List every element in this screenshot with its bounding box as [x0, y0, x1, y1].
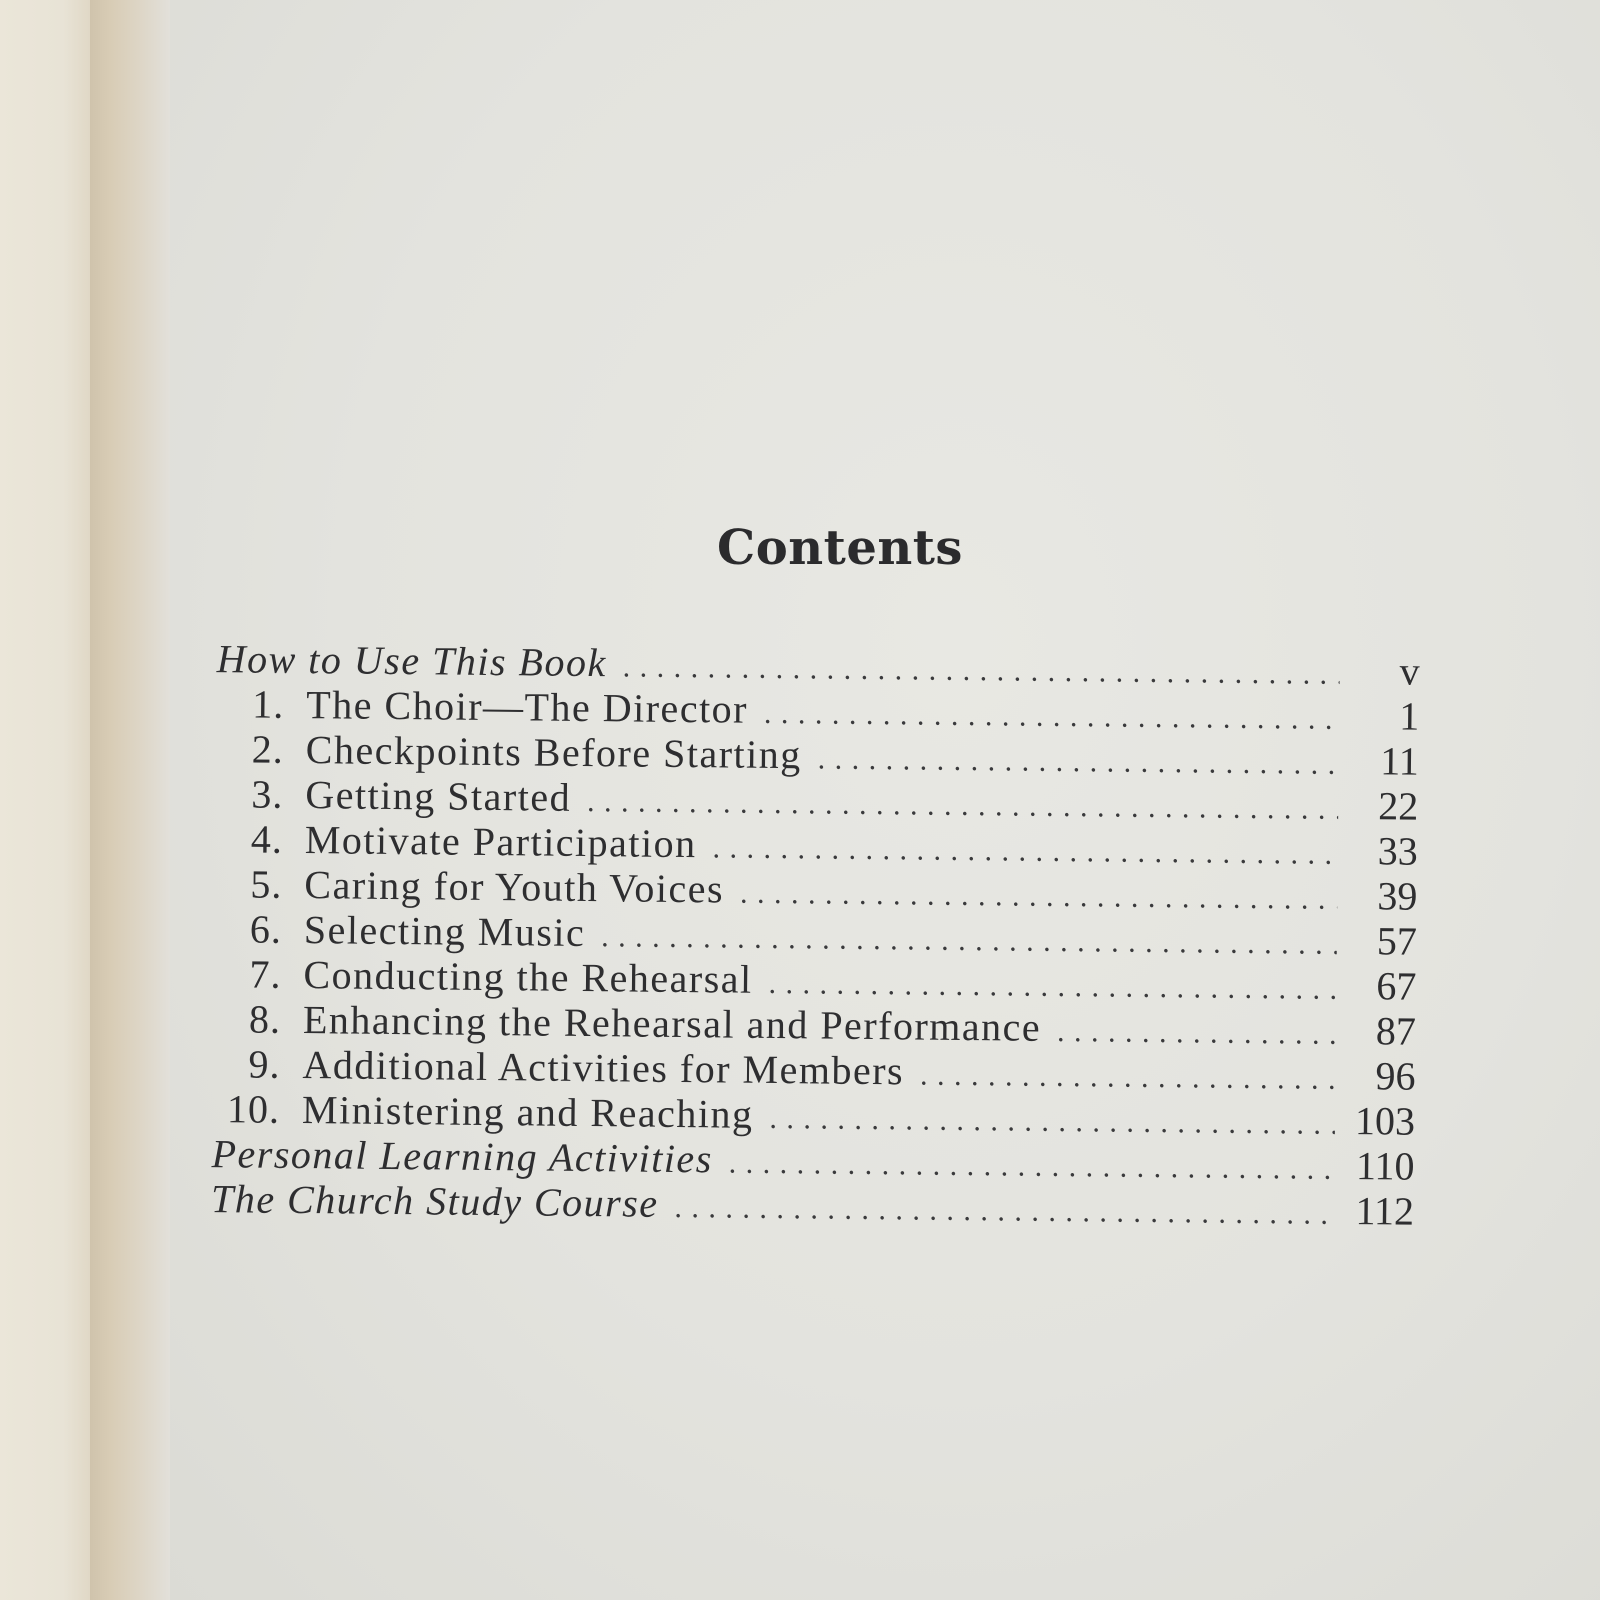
- toc-entry-page: 110: [1355, 1143, 1415, 1189]
- toc-entry-number: 7.: [249, 951, 282, 997]
- toc-entry-title: Personal Learning Activities: [211, 1131, 714, 1182]
- toc-entry-title: Checkpoints Before Starting: [305, 727, 802, 778]
- toc-entry-title: How to Use This Book: [216, 636, 607, 686]
- toc-entry-title: Enhancing the Rehearsal and Performance: [302, 997, 1042, 1050]
- toc-entry-page: 39: [1377, 873, 1418, 919]
- toc-dot-leader: [674, 1185, 1334, 1237]
- book-gutter: [90, 0, 170, 1600]
- toc-entry-number: 5.: [250, 861, 283, 907]
- toc-entry-page: 112: [1355, 1188, 1415, 1234]
- toc-dot-leader: [764, 691, 1340, 742]
- toc-entry-title: The Choir—The Director: [306, 682, 749, 732]
- toc-entry-page: 11: [1380, 738, 1419, 784]
- toc-entry-title: Selecting Music: [303, 907, 586, 955]
- toc-dot-leader: [740, 871, 1338, 922]
- toc-entry-page: 67: [1376, 963, 1417, 1009]
- toc-entry-page: 103: [1354, 1098, 1416, 1144]
- toc-entry-number: 6.: [249, 906, 283, 952]
- toc-entry-page: 22: [1378, 783, 1419, 829]
- toc-entry-number: 10.: [226, 1086, 281, 1132]
- facing-page-edge: [0, 0, 90, 1600]
- toc-entry-number: 8.: [248, 996, 282, 1042]
- toc-entry-number: 4.: [250, 816, 284, 862]
- toc-dot-leader: [587, 779, 1339, 832]
- toc-dot-leader: [1057, 1009, 1336, 1057]
- toc-entry-number: 1.: [252, 681, 285, 727]
- toc-dot-leader: [712, 825, 1338, 877]
- toc-entry-title: Ministering and Reaching: [301, 1087, 754, 1137]
- toc-entry-page: 87: [1375, 1008, 1417, 1054]
- toc-entry-page: 1: [1398, 693, 1420, 739]
- toc-entry-number: 9.: [248, 1041, 281, 1087]
- toc-dot-leader: [769, 1096, 1335, 1147]
- toc-entry-title: Conducting the Rehearsal: [303, 952, 753, 1002]
- toc-entry-title: Additional Activities for Members: [302, 1042, 905, 1094]
- table-of-contents: [199, 636, 1420, 1234]
- toc-dot-leader: [728, 1141, 1334, 1192]
- toc-entry-title: Caring for Youth Voices: [304, 862, 725, 912]
- toc-entry-page: v: [1399, 648, 1420, 694]
- contents-heading: Contents: [717, 520, 963, 576]
- toc-entry-page: 96: [1375, 1053, 1416, 1099]
- toc-entry-title: The Church Study Course: [210, 1176, 659, 1226]
- toc-entry-page: 57: [1376, 918, 1418, 964]
- toc-entry-title: Getting Started: [305, 772, 572, 820]
- toc-entry-number: 3.: [251, 771, 284, 817]
- toc-entry-page: 33: [1377, 828, 1419, 874]
- toc-entry-title: Motivate Participation: [304, 817, 697, 867]
- toc-entry-number: 2.: [251, 726, 285, 772]
- toc-dot-leader: [817, 736, 1338, 786]
- toc-dot-leader: [920, 1053, 1336, 1102]
